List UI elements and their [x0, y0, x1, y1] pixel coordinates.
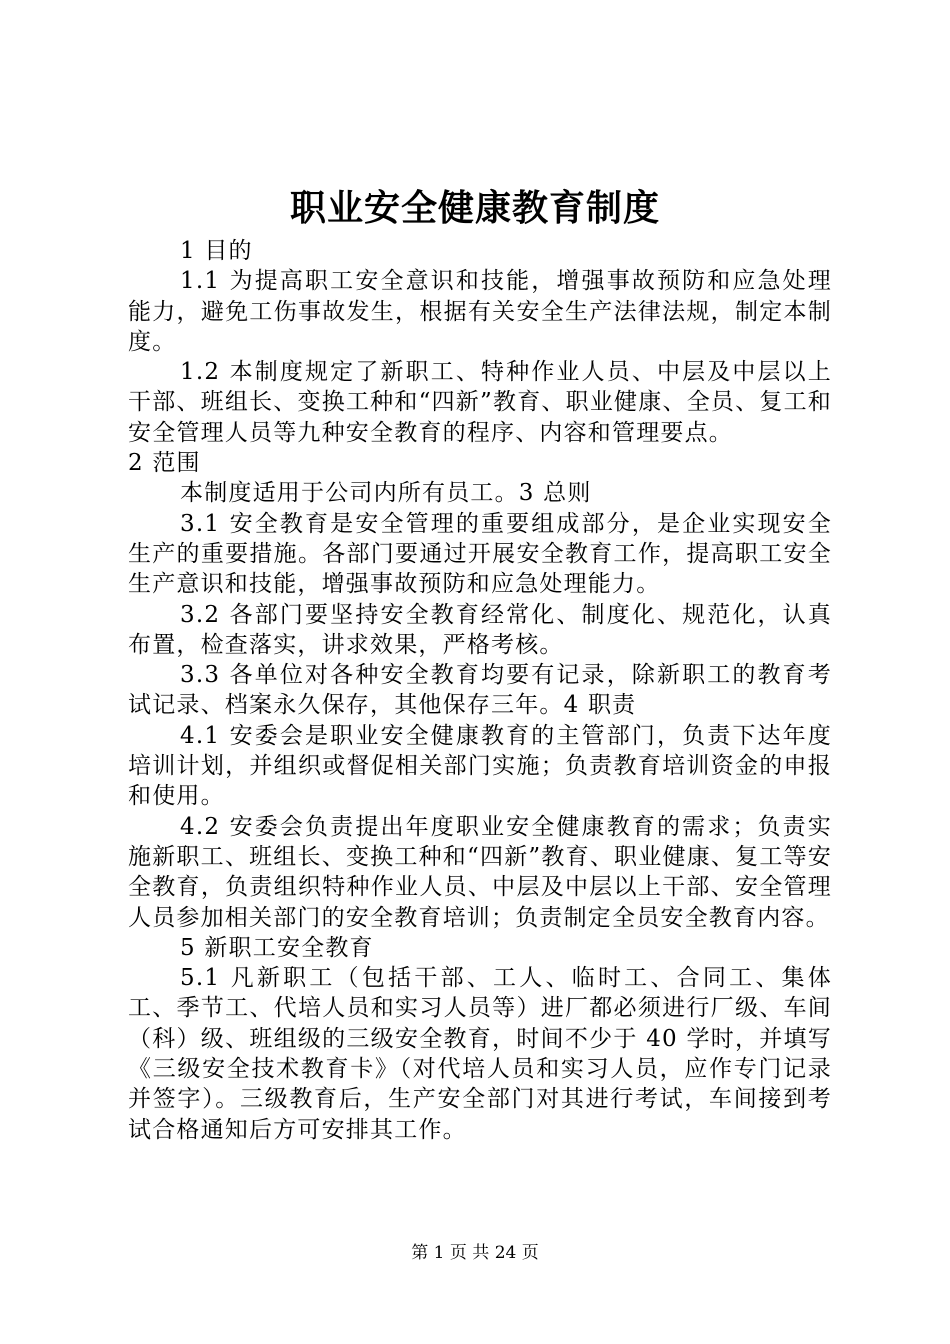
paragraph-4-2: 4.2 安委会负责提出年度职业安全健康教育的需求；负责实施新职工、班组长、变换工种和“四新”教育、职业健康、复工等安全教育，负责组织特种作业人员、中层及中层以上干部、安全管理人员参加相关部门的安全教育培训；负责制定全员安全教育内容。 — [128, 813, 832, 931]
paragraph-scope: 本制度适用于公司内所有员工。3 总则 — [180, 480, 592, 507]
paragraph-1-1: 1.1 为提高职工安全意识和技能，增强事故预防和应急处理能力，避免工伤事故发生，根据有关安全生产法律法规，制定本制度。 — [128, 268, 832, 355]
section-heading-new-staff: 5 新职工安全教育 — [180, 934, 374, 961]
paragraph-5-1: 5.1 凡新职工（包括干部、工人、临时工、合同工、集体工、季节工、代培人员和实习人员等）进厂都必须进行厂级、车间（科）级、班组级的三级安全教育，时间不少于 40 学时，并填写《三级安全技术教育卡》（对代培人员和实习人员，应作专门记录并签字）。三级教育后，生产安全部门对其进行考试，车间接到考试合格通知后方可安排其工作。 — [128, 965, 832, 1143]
document-title: 职业安全健康教育制度 — [289, 187, 660, 229]
page-number-footer: 第 1 页 共 24 页 — [411, 1243, 539, 1263]
paragraph-3-1: 3.1 安全教育是安全管理的重要组成部分，是企业实现安全生产的重要措施。各部门要通过开展安全教育工作，提高职工安全生产意识和技能，增强事故预防和应急处理能力。 — [128, 510, 832, 598]
section-heading-scope: 2 范围 — [128, 450, 201, 477]
paragraph-3-2: 3.2 各部门要坚持安全教育经常化、制度化、规范化，认真布置，检查落实，讲求效果，严格考核。 — [128, 601, 832, 658]
paragraph-1-2: 1.2 本制度规定了新职工、特种作业人员、中层及中层以上干部、班组长、变换工种和“四新”教育、职业健康、全员、复工和安全管理人员等九种安全教育的程序、内容和管理要点。 — [128, 359, 832, 446]
paragraph-3-3: 3.3 各单位对各种安全教育均要有记录，除新职工的教育考试记录、档案永久保存，其他保存三年。4 职责 — [128, 662, 832, 719]
paragraph-4-1: 4.1 安委会是职业安全健康教育的主管部门，负责下达年度培训计划，并组织或督促相关部门实施；负责教育培训资金的申报和使用。 — [128, 722, 832, 810]
section-heading-purpose: 1 目的 — [180, 238, 253, 264]
document-body — [128, 236, 832, 1145]
